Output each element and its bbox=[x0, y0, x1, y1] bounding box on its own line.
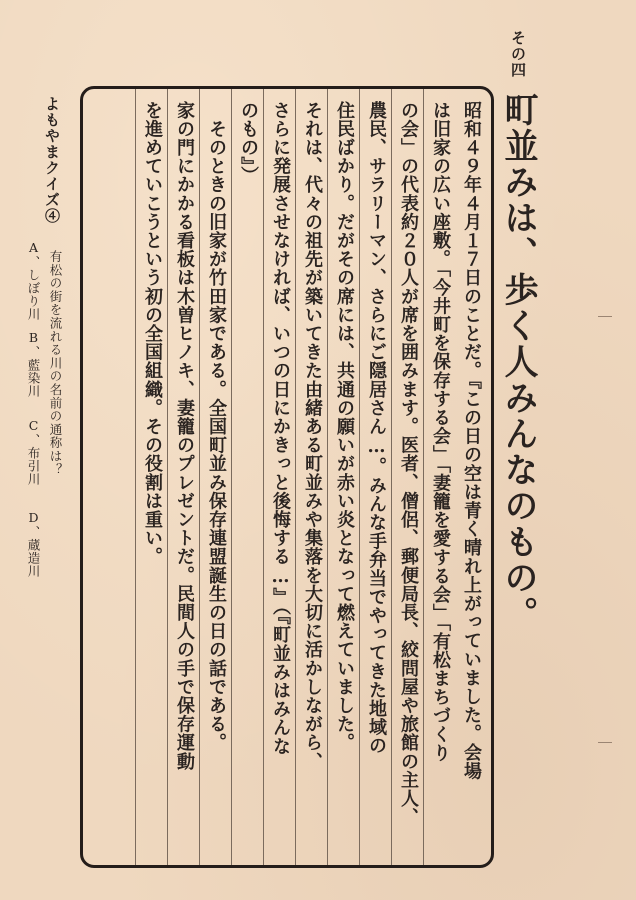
article-column bbox=[199, 89, 232, 865]
binding-tick-mark bbox=[598, 316, 612, 317]
article-line: 農民、サラリーマン、さらにご隠居さん…。みんな手弁当でやってきた地域の bbox=[366, 101, 387, 755]
article-column bbox=[423, 89, 456, 865]
article-column bbox=[231, 89, 264, 865]
article-line: の会」の代表約２０人が席を囲みます。医者、僧侶、郵便局長、絞問屋や旅館の主人、 bbox=[398, 101, 419, 827]
article-frame bbox=[80, 86, 494, 868]
article-column bbox=[455, 89, 487, 865]
article-line: 家の門にかかる看板は木曽ヒノキ、妻籠のプレゼントだ。民間人の手で保存運動 bbox=[174, 101, 195, 771]
article-column bbox=[391, 89, 424, 865]
article-line: そのときの旧家が竹田家である。全国町並み保存連盟誕生の日の話である。 bbox=[206, 101, 227, 752]
article-line: それは、代々の祖先が築いてきた由緒ある町並みや集落を大切に活かしながら、 bbox=[302, 101, 323, 771]
article-column bbox=[359, 89, 392, 865]
article-column bbox=[167, 89, 200, 865]
article-column bbox=[263, 89, 296, 865]
quiz-option-c: C、布引川 bbox=[26, 418, 41, 486]
article-line: を進めていこうという初の全国組織。その役割は重い。 bbox=[142, 101, 163, 566]
article-line: さらに発展させなければ、いつの日にかきっと後悔する…』（『町並みはみんな bbox=[270, 101, 291, 756]
quiz-question: 有松の街を流れる川の名前の通称は？ bbox=[48, 250, 63, 477]
article-column bbox=[327, 89, 360, 865]
quiz-title: よもやまクイズ④ bbox=[43, 96, 61, 224]
binding-tick-mark bbox=[598, 742, 612, 743]
page-title: 町並みは、歩く人みんなのもの。 bbox=[498, 92, 538, 632]
article-column bbox=[295, 89, 328, 865]
series-label: その四 bbox=[509, 30, 527, 78]
article-column bbox=[135, 89, 168, 865]
article-line: のもの』） bbox=[238, 101, 259, 185]
quiz-option-a: A、しぼり川 bbox=[26, 240, 41, 321]
quiz-option-b: B、藍染川 bbox=[26, 330, 41, 398]
article-line: は旧家の広い座敷。「今井町を保存する会」「妻籠を愛する会」「有松まちづくり bbox=[430, 101, 451, 763]
quiz-option-d: D、蔵造川 bbox=[26, 510, 41, 578]
article-line: 昭和４９年４月１７日のことだ。『この日の空は青く晴れ上がっていました。会場 bbox=[461, 101, 482, 781]
article-line: 住民ばかり。だがその席には、共通の願いが赤い炎となって燃えていました。 bbox=[334, 101, 355, 752]
